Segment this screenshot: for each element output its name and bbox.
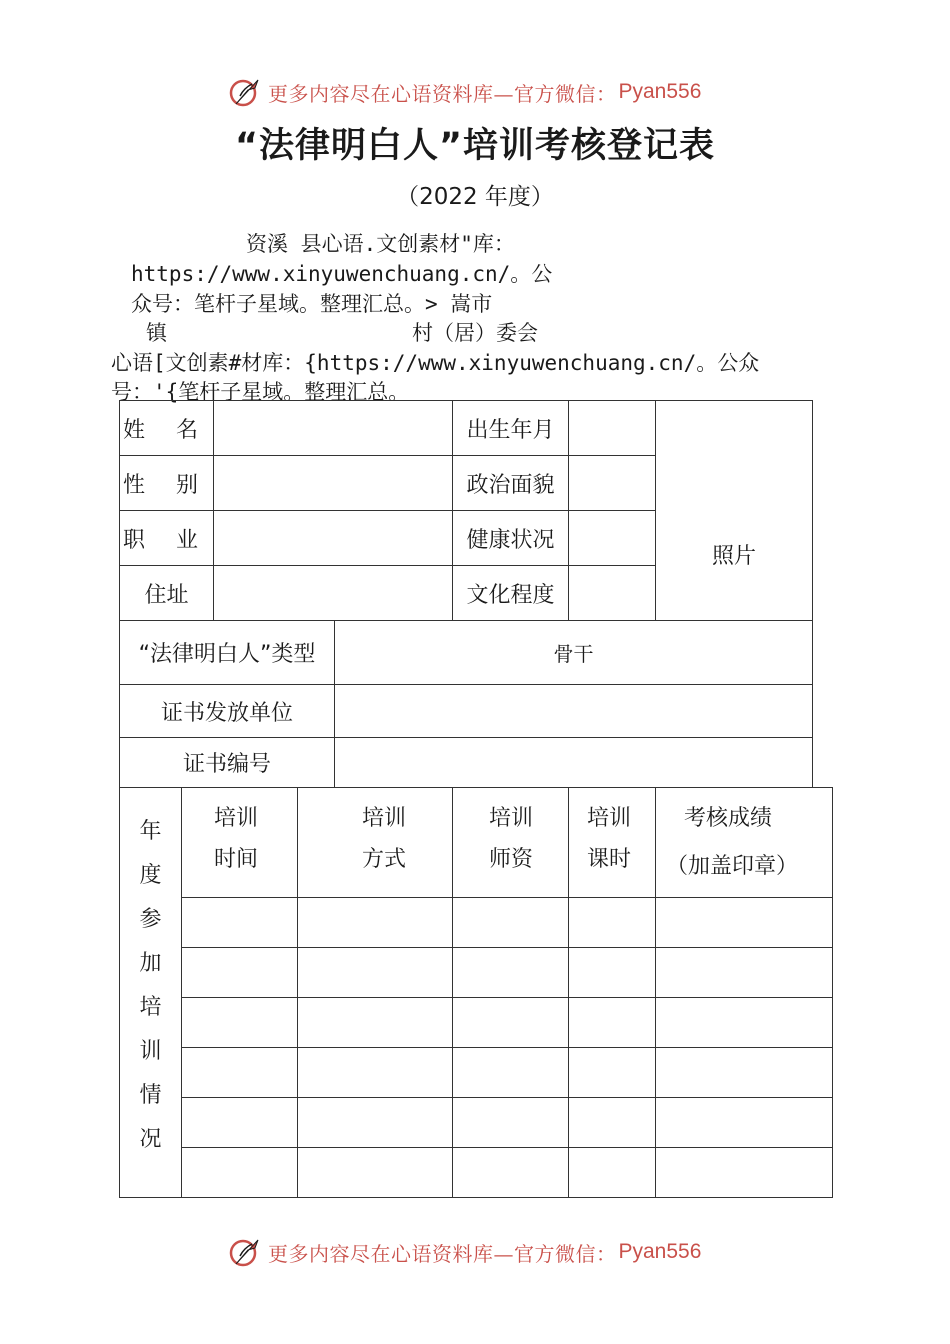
banner-wechat-id: Pyan556 [618, 80, 702, 103]
header-training-teacher: 培训 师资 [453, 788, 569, 898]
training-cell[interactable] [298, 948, 453, 998]
photo-box[interactable]: 照片 [656, 401, 813, 621]
header-banner [228, 72, 701, 112]
name-field[interactable] [214, 401, 453, 456]
birth-label: 出生年月 [453, 401, 569, 456]
issuer-label: 证书发放单位 [120, 685, 335, 738]
training-cell[interactable] [656, 948, 833, 998]
cert-no-label: 证书编号 [120, 738, 335, 788]
training-cell[interactable] [453, 998, 569, 1048]
banner-text: 更多内容尽在心语资料库—官方微信： [268, 81, 617, 106]
header-training-hours: 培训 课时 [569, 788, 656, 898]
job-field[interactable] [214, 511, 453, 566]
training-side-label: 年 度 参 加 培 训 情 况 [120, 788, 182, 1198]
training-cell[interactable] [298, 898, 453, 948]
intro-line-6: 号：'{笔杆子星域。整理汇总。 [111, 380, 410, 404]
training-cell[interactable] [182, 948, 298, 998]
training-cell[interactable] [453, 1098, 569, 1148]
gender-field[interactable] [214, 456, 453, 511]
type-value[interactable]: 骨干 [335, 621, 813, 685]
training-cell[interactable] [569, 1148, 656, 1198]
training-row [120, 1148, 833, 1198]
training-row [120, 948, 833, 998]
intro-line-4-town: 镇 [146, 321, 167, 345]
training-cell[interactable] [298, 1098, 453, 1148]
political-field[interactable] [569, 456, 656, 511]
training-cell[interactable] [182, 1148, 298, 1198]
training-cell[interactable] [453, 1048, 569, 1098]
birth-field[interactable] [569, 401, 656, 456]
intro-line-3: 众号：笔杆子星域。整理汇总。> 嵩市 [131, 292, 493, 316]
intro-line-1: 资溪 县心语.文创素材"库： [246, 232, 515, 256]
training-cell[interactable] [453, 898, 569, 948]
training-cell[interactable] [298, 1148, 453, 1198]
health-label: 健康状况 [453, 511, 569, 566]
training-cell[interactable] [569, 1048, 656, 1098]
header-score: 考核成绩 （加盖印章） [656, 788, 833, 898]
registration-form [119, 400, 833, 1198]
footer-banner [228, 1232, 701, 1272]
header-training-method: 培训 方式 [298, 788, 453, 898]
training-row [120, 898, 833, 948]
training-row [120, 998, 833, 1048]
job-label: 职 业 [120, 511, 214, 566]
gender-label: 性 别 [120, 456, 214, 511]
banner-wechat-id: Pyan556 [618, 1240, 702, 1263]
cert-no-field[interactable] [335, 738, 813, 788]
quill-logo-icon [228, 1234, 264, 1270]
intro-line-2: https://www.xinyuwenchuang.cn/。公 [131, 262, 553, 286]
name-label: 姓 名 [120, 401, 214, 456]
page-subtitle: （2022 年度） [396, 184, 554, 210]
education-label: 文化程度 [453, 566, 569, 621]
page-title: “法律明白人”培训考核登记表 [234, 126, 715, 166]
training-cell[interactable] [656, 1048, 833, 1098]
intro-line-4-village: 村（居）委会 [412, 321, 538, 345]
quill-logo-icon [228, 74, 264, 110]
training-cell[interactable] [182, 898, 298, 948]
address-field[interactable] [214, 566, 453, 621]
training-cell[interactable] [298, 998, 453, 1048]
training-cell[interactable] [453, 1148, 569, 1198]
training-cell[interactable] [453, 948, 569, 998]
training-cell[interactable] [298, 1048, 453, 1098]
training-cell[interactable] [182, 998, 298, 1048]
training-cell[interactable] [569, 998, 656, 1048]
intro-line-5: 心语[文创素#材库：{https://www.xinyuwenchuang.cn/。公众 [111, 351, 760, 375]
issuer-field[interactable] [335, 685, 813, 738]
training-cell[interactable] [656, 898, 833, 948]
type-label: “法律明白人”类型 [120, 621, 335, 685]
address-label: 住址 [120, 566, 214, 621]
education-field[interactable] [569, 566, 656, 621]
training-cell[interactable] [569, 1098, 656, 1148]
training-cell[interactable] [656, 1098, 833, 1148]
training-row [120, 1098, 833, 1148]
training-row [120, 1048, 833, 1098]
health-field[interactable] [569, 511, 656, 566]
training-cell[interactable] [656, 998, 833, 1048]
training-cell[interactable] [182, 1048, 298, 1098]
training-cell[interactable] [182, 1098, 298, 1148]
header-training-time: 培训 时间 [182, 788, 298, 898]
banner-text: 更多内容尽在心语资料库—官方微信： [268, 1241, 617, 1266]
political-label: 政治面貌 [453, 456, 569, 511]
training-cell[interactable] [656, 1148, 833, 1198]
training-cell[interactable] [569, 948, 656, 998]
training-cell[interactable] [569, 898, 656, 948]
